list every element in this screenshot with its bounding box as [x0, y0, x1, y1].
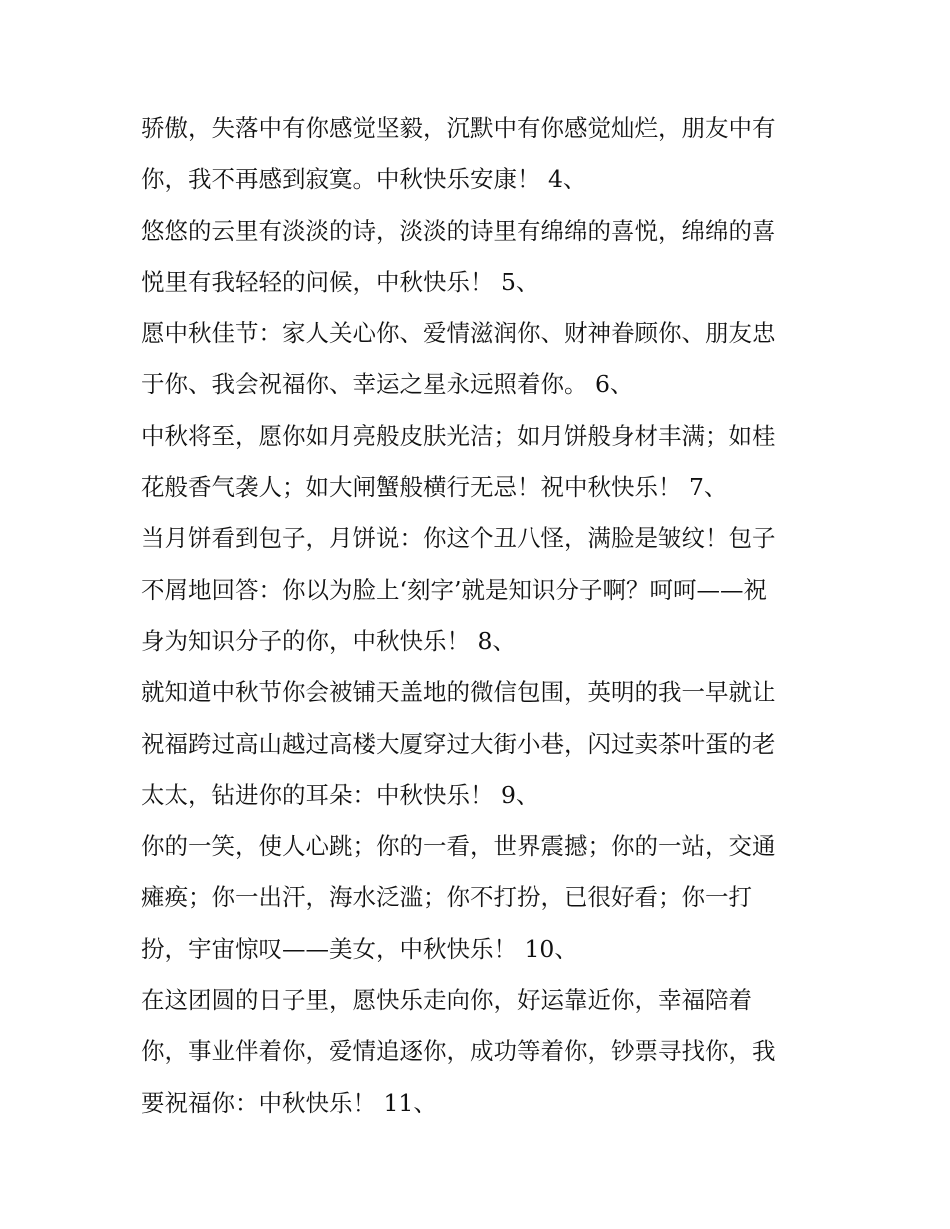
text-line-14: 太太，钻进你的耳朵：中秋快乐！ 9、	[141, 780, 540, 809]
text-line-19: 你，事业伴着你，爱情追逐你，成功等着你，钞票寻找你，我	[141, 1037, 776, 1066]
text-line-2: 你，我不再感到寂寞。中秋快乐安康！ 4、	[141, 165, 587, 194]
text-line-8: 花般香气袭人；如大闸蟹般横行无忌！祝中秋快乐！ 7、	[141, 473, 728, 502]
text-line-15: 你的一笑，使人心跳；你的一看，世界震撼；你的一站，交通	[141, 832, 776, 861]
text-line-5: 愿中秋佳节：家人关心你、爱情滋润你、财神眷顾你、朋友忠	[141, 319, 776, 348]
text-line-4: 悦里有我轻轻的问候，中秋快乐！ 5、	[141, 267, 540, 296]
document-body	[141, 103, 821, 1129]
text-line-11: 身为知识分子的你，中秋快乐！ 8、	[141, 626, 516, 655]
text-line-18: 在这团圆的日子里，愿快乐走向你，好运靠近你，幸福陪着	[141, 986, 752, 1015]
text-line-3: 悠悠的云里有淡淡的诗，淡淡的诗里有绵绵的喜悦，绵绵的喜	[141, 216, 776, 245]
text-line-13: 祝福跨过高山越过高楼大厦穿过大街小巷，闪过卖茶叶蛋的老	[141, 729, 776, 758]
text-line-17: 扮，宇宙惊叹——美女，中秋快乐！ 10、	[141, 934, 578, 963]
text-line-16: 瘫痪；你一出汗，海水泛滥；你不打扮，已很好看；你一打	[141, 883, 752, 912]
text-line-7: 中秋将至，愿你如月亮般皮肤光洁；如月饼般身材丰满；如桂	[141, 421, 776, 450]
text-line-6: 于你、我会祝福你、幸运之星永远照着你。 6、	[141, 370, 634, 399]
text-line-1: 骄傲，失落中有你感觉坚毅，沉默中有你感觉灿烂，朋友中有	[141, 114, 776, 142]
text-line-10: 不屑地回答：你以为脸上‘刻字’就是知识分子啊？呵呵——祝	[141, 575, 767, 604]
text-line-12: 就知道中秋节你会被铺天盖地的微信包围，英明的我一早就让	[141, 678, 776, 707]
text-line-9: 当月饼看到包子，月饼说：你这个丑八怪，满脸是皱纹！包子	[141, 524, 776, 553]
text-line-20: 要祝福你：中秋快乐！ 11、	[141, 1088, 437, 1117]
